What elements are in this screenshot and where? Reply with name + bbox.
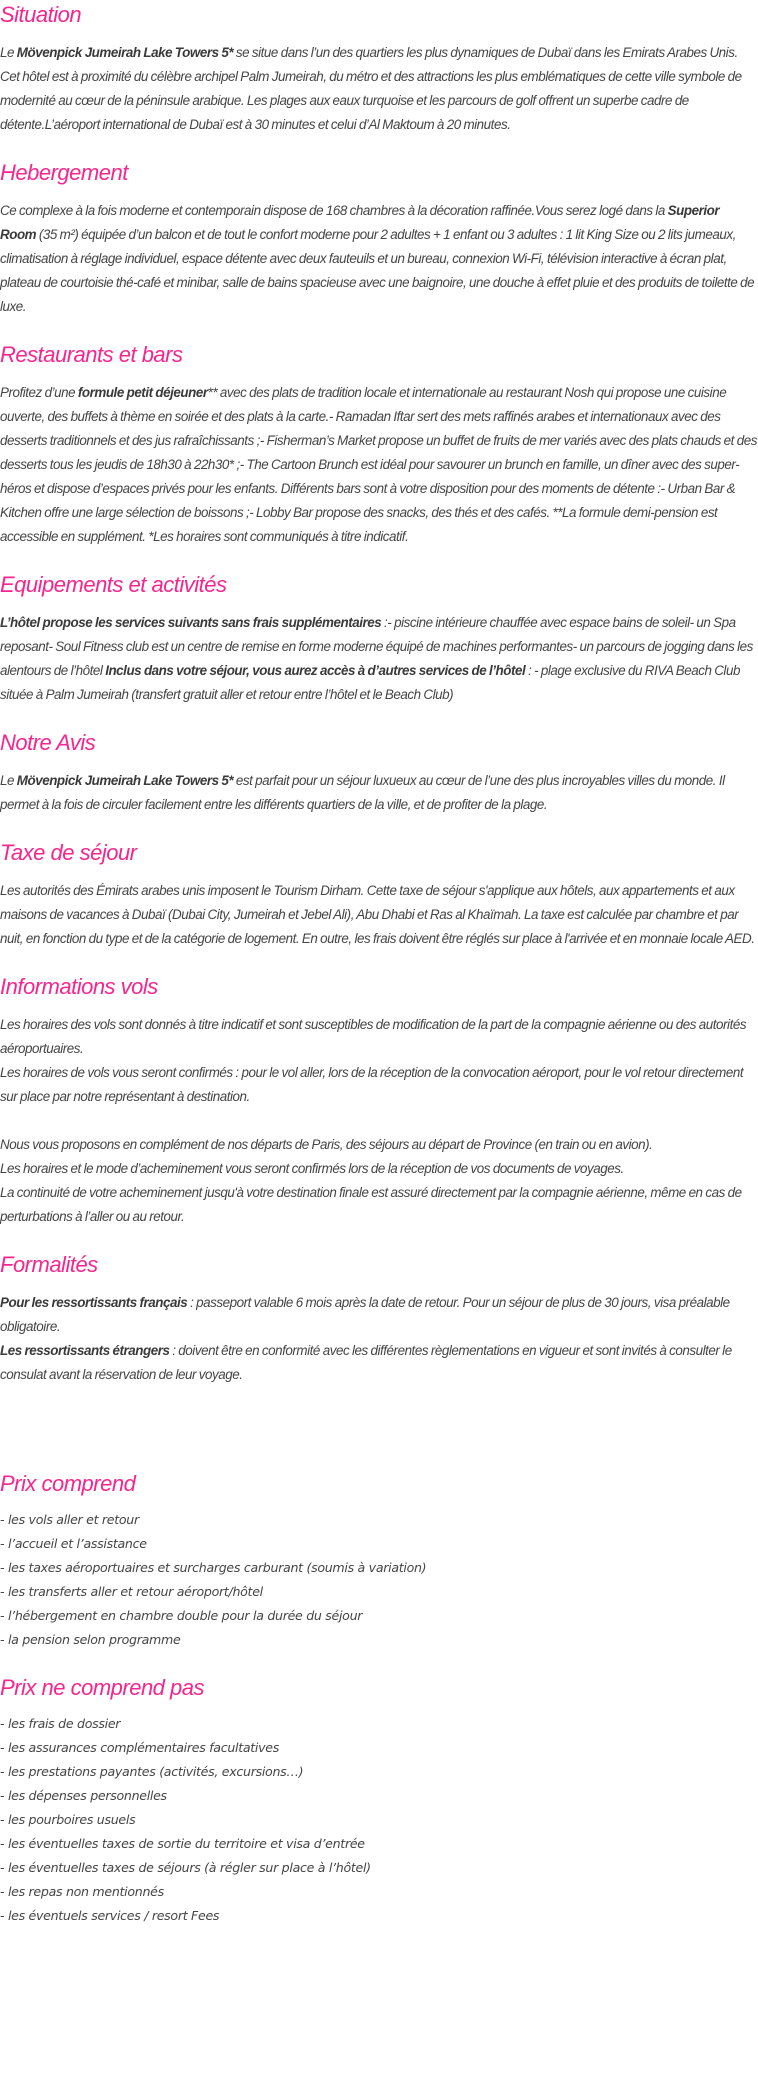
included-services-label: Inclus dans votre séjour, vous aurez accès à d’autres services de l’hôtel bbox=[105, 663, 526, 678]
taxe-paragraph: Les autorités des Émirats arabes unis imposent le Tourism Dirham. Cette taxe de séjour s'applique aux hôtels, aux appartements et aux maisons de vacances à Dubaï (Dubai City, Jumeirah et Jebel Ali), Abu Dhabi et Ras al Khaïmah. La taxe est calculée par chambre et par nuit, en fonction du type et de la catégorie de logement. En outre, les frais doivent être réglés sur place à l'arrivée et en monnaie locale AED. bbox=[0, 883, 755, 946]
free-services-label: L’hôtel propose les services suivants sans frais supplémentaires bbox=[0, 615, 382, 630]
text: Ce complexe à la fois moderne et contemporain dispose de 168 chambres à la décoration raffinée.Vous serez logé dans la bbox=[0, 203, 668, 218]
vols-paragraph-2: Les horaires de vols vous seront confirmés : pour le vol aller, lors de la réception de la convocation aéroport, pour le vol retour directement sur place par notre représentant à destination. bbox=[0, 1065, 744, 1104]
vols-paragraph-4: Les horaires et le mode d’acheminement vous seront confirmés lors de la réception de vos documents de voyages. bbox=[0, 1161, 624, 1176]
text: se situe dans l’un des quartiers les plus dynamiques de Dubaï dans les Emirats Arabes Unis. Cet hôtel est à proximité du célèbre archipel Palm Jumeirah, du métro et des attractions les plus emblématiques de cette ville symbole de modernité au cœur de la péninsule arabique. Les plages aux eaux turquoise et les parcours de golf offrent un superbe cadre de détente.L’aéroport international de Dubaï est à 30 minutes et celui d’Al Maktoum à 20 minutes. bbox=[0, 45, 742, 132]
section-vols bbox=[0, 973, 758, 1229]
list-item: - les pourboires usuels bbox=[0, 1812, 136, 1827]
list-item: - les prestations payantes (activités, excursions…) bbox=[0, 1764, 304, 1779]
section-formalites bbox=[0, 1251, 758, 1387]
section-restaurants bbox=[0, 341, 758, 549]
text: : passeport valable 6 mois après la date de retour. Pour un séjour de plus de 30 jours, visa préalable obligatoire. bbox=[0, 1295, 730, 1334]
list-item: - les transferts aller et retour aéroport/hôtel bbox=[0, 1584, 263, 1599]
list-item: - l’hébergement en chambre double pour la durée du séjour bbox=[0, 1608, 363, 1623]
list-item: - les vols aller et retour bbox=[0, 1512, 139, 1527]
section-title-vols: Informations vols bbox=[0, 974, 158, 999]
list-item: - les repas non mentionnés bbox=[0, 1884, 164, 1899]
list-item: - les assurances complémentaires facultatives bbox=[0, 1740, 279, 1755]
list-item: - les éventuelles taxes de sortie du territoire et visa d’entrée bbox=[0, 1836, 365, 1851]
vols-content bbox=[0, 1013, 758, 1229]
list-item: - les dépenses personnelles bbox=[0, 1788, 167, 1803]
list-item: - la pension selon programme bbox=[0, 1632, 181, 1647]
hotel-name: Mövenpick Jumeirah Lake Towers 5* bbox=[16, 773, 234, 788]
section-title-prix-ne-comprend-pas: Prix ne comprend pas bbox=[0, 1675, 204, 1700]
label: Pour les ressortissants français bbox=[0, 1295, 188, 1310]
restaurants-paragraph bbox=[0, 381, 758, 549]
prix-comprend-list bbox=[0, 1508, 758, 1652]
vols-paragraph-5: La continuité de votre acheminement jusqu'à votre destination finale est assuré directement par la compagnie aérienne, même en cas de perturbations à l’aller ou au retour. bbox=[0, 1185, 742, 1224]
section-title-avis: Notre Avis bbox=[0, 730, 96, 755]
equipements-paragraph bbox=[0, 611, 758, 707]
text: est parfait pour un séjour luxueux au cœur de l’une des plus incroyables villes du monde. Il permet à la fois de circuler facilement entre les différents quartiers de la ville, et de profiter de la plage. bbox=[0, 773, 725, 812]
text: : doivent être en conformité avec les différentes règlementations en vigueur et sont invités à consulter le consulat avant la réservation de leur voyage. bbox=[0, 1343, 732, 1382]
section-avis bbox=[0, 729, 758, 817]
section-situation bbox=[0, 0, 758, 137]
text: :- piscine intérieure chauffée avec espace bains de soleil- un Spa reposant- Soul Fitness club est un centre de remise en forme moderne équipé de machines performantes- un parcours de jogging dans les alentours de l’hôtel bbox=[0, 615, 753, 678]
section-taxe bbox=[0, 839, 758, 951]
formalites-foreign-citizens bbox=[0, 1339, 758, 1387]
label: Les ressortissants étrangers bbox=[0, 1343, 170, 1358]
formalites-content bbox=[0, 1291, 758, 1387]
list-item: - l’accueil et l’assistance bbox=[0, 1536, 147, 1551]
section-title-restaurants: Restaurants et bars bbox=[0, 342, 183, 367]
vols-paragraph-1: Les horaires des vols sont donnés à titre indicatif et sont susceptibles de modification de la part de la compagnie aérienne ou des autorités aéroportuaires. bbox=[0, 1017, 747, 1056]
prix-ne-comprend-pas-list bbox=[0, 1712, 758, 1928]
text: ** avec des plats de tradition locale et internationale au restaurant Nosh qui propose une cuisine ouverte, des buffets à thème en soirée et des plats à la carte.- Ramadan Iftar sert des mets raffinés arabes et internationaux avec des desserts traditionnels et des jus rafraîchissants ;- Fisherman’s Market propose un buffet de fruits de mer variés avec des plats chauds et des desserts tous les jeudis de 18h30 à 22h30* ;- The Cartoon Brunch est idéal pour savourer un brunch en famille, un dîner avec des super-héros et dispose d’espaces privés pour les enfants. Différents bars sont à votre disposition pour des moments de détente :- Urban Bar & Kitchen offre une large sélection de boissons ;- Lobby Bar propose des snacks, des thés et des cafés. **La formule demi-pension est accessible en supplément. *Les horaires sont communiqués à titre indicatif. bbox=[0, 385, 757, 544]
text: Profitez d’une bbox=[0, 385, 78, 400]
section-title-taxe: Taxe de séjour bbox=[0, 840, 137, 865]
section-title-hebergement: Hebergement bbox=[0, 160, 128, 185]
text: Le bbox=[0, 773, 17, 788]
text: : - plage exclusive du RIVA Beach Club située à Palm Jumeirah (transfert gratuit aller et retour entre l’hôtel et le Beach Club) bbox=[0, 663, 740, 702]
section-title-situation: Situation bbox=[0, 2, 82, 27]
avis-paragraph bbox=[0, 769, 758, 817]
section-title-equipements: Equipements et activités bbox=[0, 572, 227, 597]
section-hebergement bbox=[0, 159, 758, 319]
formalites-french-citizens bbox=[0, 1291, 758, 1339]
section-prix-comprend bbox=[0, 1470, 758, 1652]
text: Le bbox=[0, 45, 17, 60]
section-title-formalites: Formalités bbox=[0, 1252, 98, 1277]
list-item: - les frais de dossier bbox=[0, 1716, 121, 1731]
section-title-prix-comprend: Prix comprend bbox=[0, 1471, 136, 1496]
vols-paragraph-3: Nous vous proposons en complément de nos départs de Paris, des séjours au départ de Province (en train ou en avion). bbox=[0, 1137, 653, 1152]
hebergement-paragraph bbox=[0, 199, 758, 319]
section-prix-ne-comprend-pas bbox=[0, 1674, 758, 1928]
list-item: - les éventuels services / resort Fees bbox=[0, 1908, 220, 1923]
situation-paragraph bbox=[0, 41, 758, 137]
list-item: - les éventuelles taxes de séjours (à régler sur place à l’hôtel) bbox=[0, 1860, 371, 1875]
list-item: - les taxes aéroportuaires et surcharges carburant (soumis à variation) bbox=[0, 1560, 427, 1575]
spacer bbox=[0, 1109, 758, 1133]
room-type: Superior Room bbox=[0, 203, 720, 242]
breakfast-formula: formule petit déjeuner bbox=[77, 385, 208, 400]
text: (35 m²) équipée d’un balcon et de tout le confort moderne pour 2 adultes + 1 enfant ou 3 adultes : 1 lit King Size ou 2 lits jumeaux, climatisation à réglage individuel, espace détente avec deux fauteuils et un bureau, connexion Wi-Fi, télévision interactive à écran plat, plateau de courtoisie thé-café et minibar, salle de bains spacieuse avec une baignoire, une douche à effet pluie et des produits de toilette de luxe. bbox=[0, 227, 755, 314]
hotel-name: Mövenpick Jumeirah Lake Towers 5* bbox=[16, 45, 234, 60]
section-equipements bbox=[0, 571, 758, 707]
